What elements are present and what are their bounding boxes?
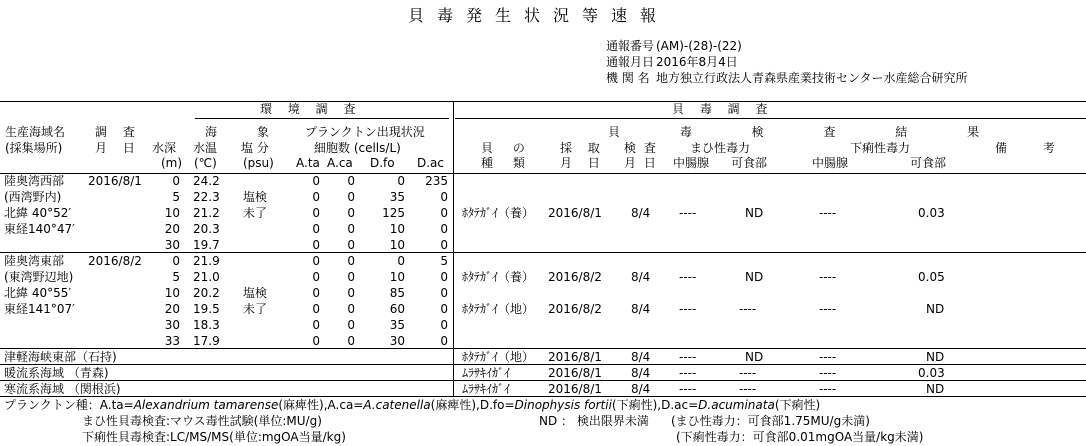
site1-temp: 22.3 [193,190,220,204]
other-area-psp-midgut: ---- [679,366,697,380]
psp-edible-header: 可食部 [731,156,768,170]
site1-name: 陸奥湾西部 [4,174,65,188]
site2-psp-edible: ND [745,270,764,284]
other-area-dsp-midgut: ---- [819,350,837,364]
site1-dac: 0 [440,238,448,252]
site2-dac: 0 [440,334,448,348]
site2-temp: 21.0 [193,270,220,284]
ata-species: Alexandrium tamarense [133,398,279,412]
site2-test-date: 8/4 [631,270,651,284]
site1-aca: 0 [347,190,355,204]
site2-salinity-b: 未了 [243,302,268,316]
site2-dac: 0 [440,302,448,316]
plankton-header: プランクトン出現状況 [305,125,425,139]
site1-psp-midgut: ---- [679,206,697,220]
site1-psp-edible: ND [745,206,764,220]
env-toxin-divider [453,101,454,396]
remarks-header: 備 考 [995,141,1071,155]
other-area-name: 暖流系海域 （青森) [4,366,109,380]
site2-aca: 0 [347,286,355,300]
site1-bottom-line [0,252,1086,253]
other-area-psp-midgut: ---- [679,350,697,364]
other-area-sample-date: 2016/8/1 [548,350,602,364]
site2-place: (東湾野辺地) [4,270,74,284]
site2-psp-edible: ---- [739,302,757,316]
site1-sample-date: 2016/8/1 [548,206,602,220]
other-area-dsp-midgut: ---- [819,382,837,396]
dsp-midgut-header: 中腸腺 [812,156,849,170]
site2-depth: 10 [164,286,180,300]
site1-dfo: 10 [389,238,405,252]
site1-temp: 24.2 [193,174,220,188]
aca-abbr: A.ca= [327,398,364,412]
salinity-unit: (psu) [243,156,274,170]
site1-depth: 5 [172,190,180,204]
site1-salinity-b: 未了 [243,206,268,220]
site2-ata: 0 [312,254,320,268]
site1-depth: 10 [164,206,180,220]
site1-dfo: 0 [397,174,405,188]
site1-dfo: 125 [382,206,405,220]
site2-bottom-line [0,348,1086,349]
site2-psp-midgut: ---- [679,270,697,284]
site1-temp: 21.2 [193,206,220,220]
aca-toxin-type: (麻痺性), [430,398,480,412]
dsp-edible-header: 可食部 [910,156,947,170]
report-no-label: 通報番号 [606,39,655,53]
site1-place: (西湾野内) [4,190,62,204]
site2-aca: 0 [347,302,355,316]
area-header: 生産海域名 [5,125,66,139]
site1-aca: 0 [347,222,355,236]
site1-dsp-edible: 0.03 [918,206,945,220]
other-area-name: 寒流系海域 （関根浜) [4,382,121,396]
other-area-psp-edible: ---- [739,366,757,380]
site2-ata: 0 [312,318,320,332]
dac-toxin-type: (下痢性) [774,398,821,412]
env-header-underline [195,118,449,119]
toxin-survey-header: 貝 毒 調 査 [672,102,774,116]
site1-depth: 30 [164,238,180,252]
depth-unit: (m) [161,156,183,170]
test-date-header-sub: 月 日 [624,156,658,170]
toxin-result-header: 貝 毒 検 査 結 果 [608,125,1008,139]
site1-dsp-midgut: ---- [819,206,837,220]
temp-header: 水温 [193,141,218,155]
env-survey-header: 環 境 調 査 [260,102,362,116]
site1-ata: 0 [312,222,320,236]
site2-dac: 0 [440,270,448,284]
site1-temp: 19.7 [193,238,220,252]
psp-midgut-header: 中腸腺 [673,156,710,170]
site1-dfo: 10 [389,222,405,236]
other-area-test-date: 8/4 [631,382,651,396]
dsp-method-note: 下痢性貝毒検査:LC/MS/MS(単位:mgOA当量/kg) [82,430,346,444]
site2-temp: 19.5 [193,302,220,316]
dfo-toxin-type: (下痢性), [611,398,662,412]
site2-species: ﾎﾀﾃｶﾞｲ（地） [462,302,535,316]
depth-header: 水深 [152,141,177,155]
site2-dfo: 10 [389,270,405,284]
site2-ata: 0 [312,334,320,348]
other-area-dsp-edible: ND [926,382,945,396]
dfo-abbr: D.fo= [479,398,515,412]
sea-condition-header: 海 象 [205,125,287,139]
other-area-name: 津軽海峡東部（石持) [4,350,117,364]
ata-header: A.ta [296,156,320,170]
site2-aca: 0 [347,334,355,348]
site2-lon: 東経141°07′ [4,302,75,316]
site2-temp: 18.3 [193,318,220,332]
ata-toxin-type: (麻痺性), [278,398,328,412]
other-area-sample-date: 2016/8/1 [548,382,602,396]
site1-ata: 0 [312,174,320,188]
shell-species-header: 貝 の [481,141,533,155]
site2-dfo: 60 [389,302,405,316]
site2-dac: 5 [440,254,448,268]
toxin-header-underline [455,118,1086,119]
site1-aca: 0 [347,206,355,220]
site1-survey-date: 2016/8/1 [88,174,142,188]
other-area-dsp-midgut: ---- [819,366,837,380]
site1-dac: 235 [425,174,448,188]
dfo-species: Dinophysis fortii [514,398,612,412]
site2-dfo: 30 [389,334,405,348]
temp-unit: (℃) [194,156,217,170]
site2-sample-date: 2016/8/2 [548,302,602,316]
site2-dac: 0 [440,286,448,300]
other-area-species: ﾑﾗｻｷｲｶﾞｲ [462,366,511,380]
site2-sample-date: 2016/8/2 [548,270,602,284]
other-area-test-date: 8/4 [631,350,651,364]
site2-aca: 0 [347,254,355,268]
ata-abbr: A.ta= [99,398,134,412]
site2-depth: 30 [164,318,180,332]
psp-limit-note: (まひ性毒力：可食部1.75MU/g未満) [671,414,870,428]
site2-ata: 0 [312,286,320,300]
test-date-header: 検 査 [624,141,658,155]
agency-name: 地方独立行政法人青森県産業技術センター水産総合研究所 [656,71,968,85]
other-area-test-date: 8/4 [631,366,651,380]
site2-dsp-edible: 0.05 [918,270,945,284]
site2-species: ﾎﾀﾃｶﾞｲ（養） [462,270,535,284]
dsp-header: 下痢性毒力 [850,141,911,155]
site1-lon: 東経140°47′ [4,222,75,236]
other-area-species: ﾎﾀﾃｶﾞｲ（地） [462,350,535,364]
site2-dsp-midgut: ---- [819,302,837,316]
site2-name: 陸奥湾東部 [4,254,65,268]
site2-aca: 0 [347,270,355,284]
site2-dac: 0 [440,318,448,332]
plankton-note-label: プランクトン種： [4,398,100,412]
other2-bottom-line [0,380,1086,381]
site1-salinity-a: 塩検 [243,190,268,204]
table-top-line [0,101,1086,102]
site2-depth: 0 [172,254,180,268]
site1-ata: 0 [312,238,320,252]
other-area-species: ﾑﾗｻｷｲｶﾞｲ [462,382,511,396]
psp-method-note: まひ性貝毒検査:マウス毒性試験(単位:MU/g) [82,414,322,428]
site2-dfo: 35 [389,318,405,332]
nd-note: ND ： 検出限界未満 [539,414,649,428]
aca-header: A.ca [327,156,353,170]
site2-temp: 20.2 [193,286,220,300]
other-area-dsp-edible: ND [926,350,945,364]
table-bottom-line [0,396,1086,397]
site1-dfo: 35 [389,190,405,204]
site2-temp: 17.9 [193,334,220,348]
agency-label: 機 関 名 [606,71,650,85]
other-area-sample-date: 2016/8/1 [548,366,602,380]
site1-species: ﾎﾀﾃｶﾞｲ（養） [462,206,535,220]
psp-header: まひ性毒力 [690,141,751,155]
site2-aca: 0 [347,318,355,332]
site2-salinity-a: 塩検 [243,286,268,300]
site2-dsp-midgut: ---- [819,270,837,284]
site1-temp: 20.3 [193,222,220,236]
site2-depth: 20 [164,302,180,316]
dfo-header: D.fo [370,156,395,170]
dac-species: D.acuminata [698,398,775,412]
page-title: 貝毒発生状況等速報 [408,6,670,25]
site2-lat: 北緯 40°55′ [4,286,72,300]
aca-species: A.catenella [363,398,431,412]
other-area-psp-midgut: ---- [679,382,697,396]
site1-dac: 0 [440,222,448,236]
report-date-label: 通報月日 [606,55,655,69]
site2-survey-date: 2016/8/2 [88,254,142,268]
report-no: (AM)-(28)-(22) [656,39,742,53]
dac-header: D.ac [417,156,445,170]
site2-depth: 33 [164,334,180,348]
site2-test-date: 8/4 [631,302,651,316]
site2-depth: 5 [172,270,180,284]
site1-aca: 0 [347,238,355,252]
site1-lat: 北緯 40°52′ [4,206,72,220]
site1-depth: 0 [172,174,180,188]
survey-date-header: 調 査 [95,125,141,139]
salinity-header: 塩 分 [241,141,269,155]
area-header-sub: (採集場所) [5,141,63,155]
other-area-psp-edible: ND [745,350,764,364]
sample-date-header-sub: 月 日 [560,156,606,170]
site1-aca: 0 [347,174,355,188]
survey-date-header-sub: 月 日 [95,141,141,155]
site2-ata: 0 [312,302,320,316]
cells-header: 細胞数 (cells/L) [314,141,401,155]
shell-species-header-sub: 種 類 [481,156,533,170]
site2-temp: 21.9 [193,254,220,268]
other1-bottom-line [0,364,1086,365]
site2-dfo: 0 [397,254,405,268]
plankton-species-note [4,398,820,412]
dsp-limit-note: (下痢性毒力：可食部0.01mgOA当量/kg未満) [676,430,924,444]
site1-depth: 20 [164,222,180,236]
site2-dfo: 85 [389,286,405,300]
site1-dac: 0 [440,190,448,204]
dac-abbr: D.ac= [661,398,699,412]
other-area-dsp-edible: 0.03 [918,366,945,380]
other-area-psp-edible: ---- [739,382,757,396]
report-date: 2016年8月4日 [656,55,738,69]
site1-ata: 0 [312,206,320,220]
site2-dsp-edible: ND [926,302,945,316]
site1-dac: 0 [440,206,448,220]
site1-ata: 0 [312,190,320,204]
site1-test-date: 8/4 [631,206,651,220]
site2-psp-midgut: ---- [679,302,697,316]
sample-date-header: 採 取 [560,141,606,155]
site2-ata: 0 [312,270,320,284]
